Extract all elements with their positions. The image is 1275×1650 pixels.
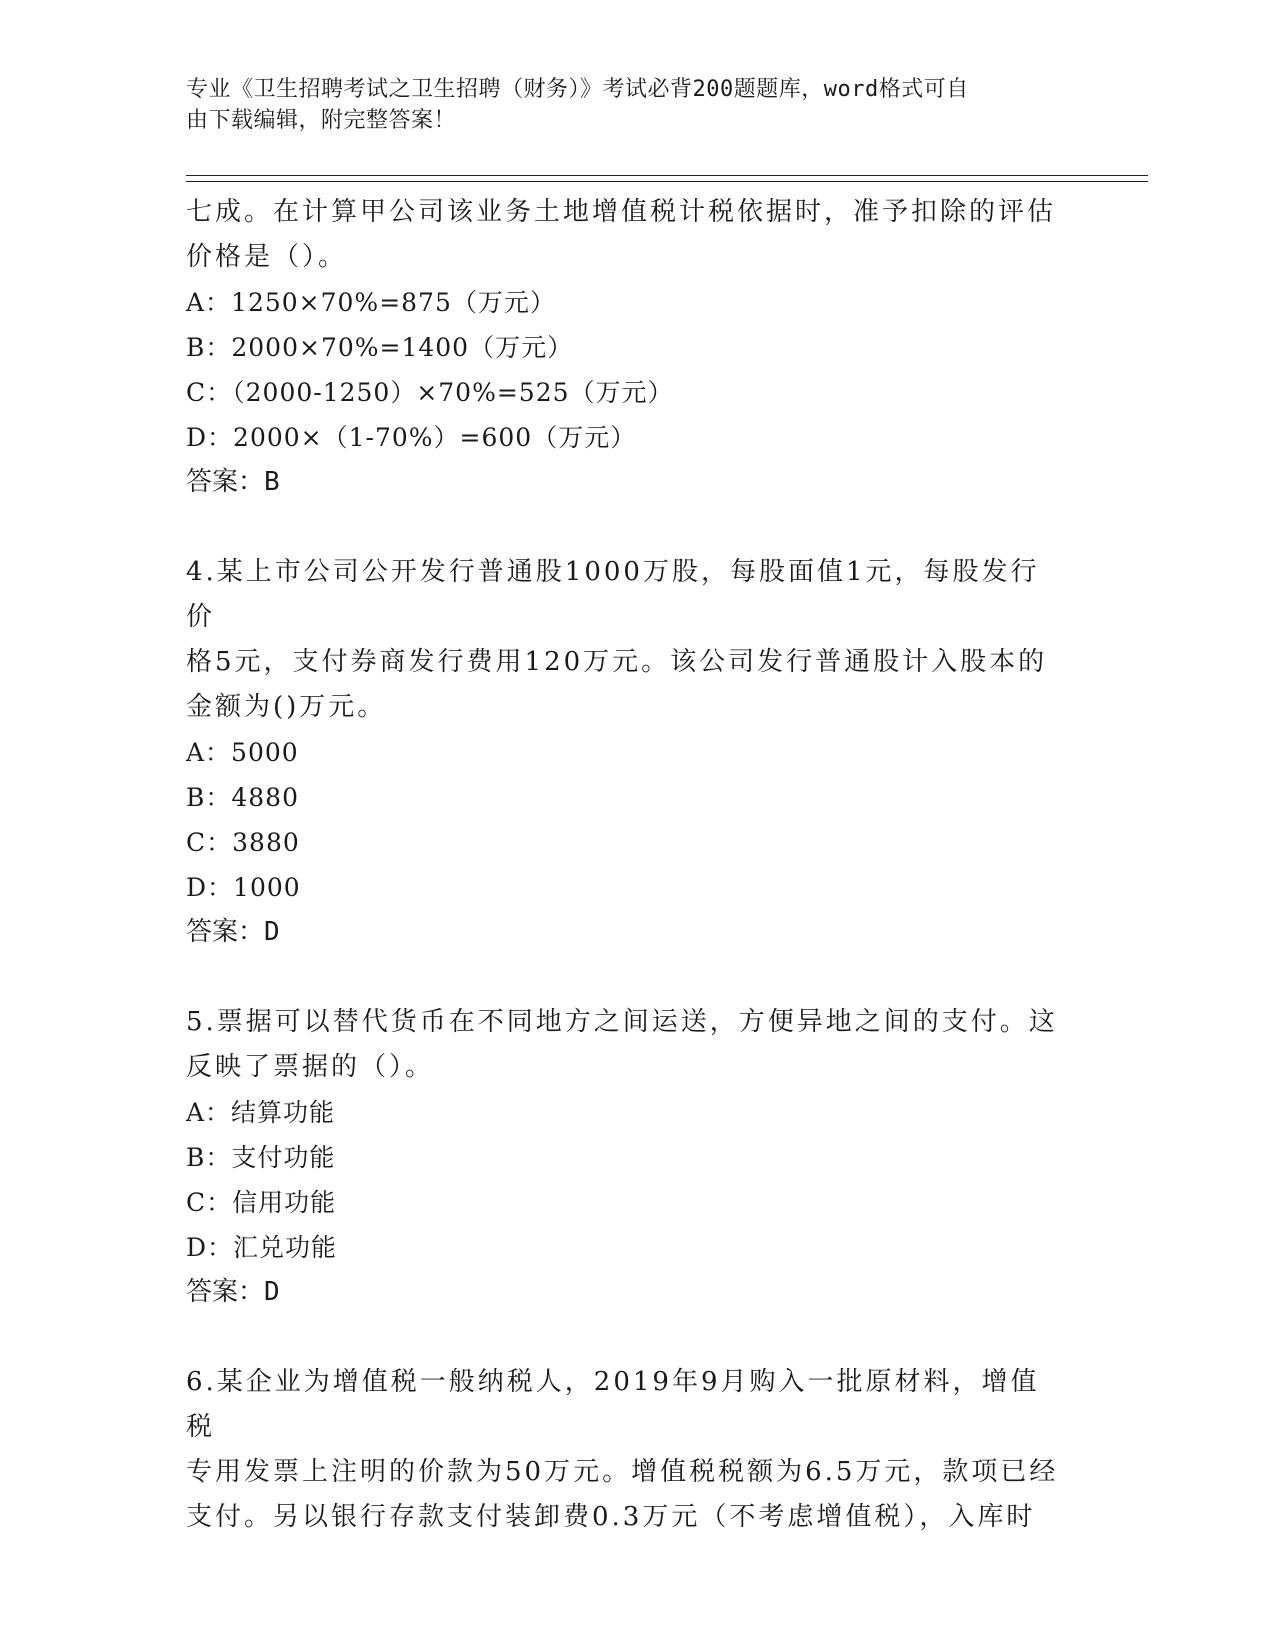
question-text: 支付。另以银行存款支付装卸费0.3万元（不考虑增值税），入库时 xyxy=(186,1502,1036,1532)
header-line-1: 专业《卫生招聘考试之卫生招聘（财务）》考试必背200题题库，word格式可自 xyxy=(186,77,969,102)
question-text: 七成。在计算甲公司该业务土地增值税计税依据时，准予扣除的评估 xyxy=(186,197,1057,227)
spacer xyxy=(186,955,1066,1000)
option-d: D：1000 xyxy=(186,873,301,902)
question-4 xyxy=(186,550,1066,955)
option-b: B：4880 xyxy=(186,783,299,812)
spacer xyxy=(186,1315,1066,1360)
option-b: B：2000×70%=1400（万元） xyxy=(186,333,574,362)
question-text: 专用发票上注明的价款为50万元。增值税税额为6.5万元，款项已经 xyxy=(186,1457,1059,1487)
header-line-2: 由下载编辑，附完整答案！ xyxy=(186,108,457,133)
answer-label: 答案：D xyxy=(186,1277,280,1307)
question-6 xyxy=(186,1360,1066,1540)
question-text: 价格是（）。 xyxy=(186,242,348,272)
header-divider-top xyxy=(186,175,1148,176)
option-a: A：5000 xyxy=(186,738,299,767)
option-b: B：支付功能 xyxy=(186,1143,336,1172)
question-text: 金额为()万元。 xyxy=(186,692,387,722)
question-text: 反映了票据的（）。 xyxy=(186,1052,435,1082)
option-c: C：信用功能 xyxy=(186,1188,337,1217)
question-text: 6.某企业为增值税一般纳税人，2019年9月购入一批原材料，增值税 xyxy=(186,1367,1040,1442)
option-d: D：2000×（1-70%）=600（万元） xyxy=(186,423,637,452)
option-d: D：汇兑功能 xyxy=(186,1233,338,1262)
question-text: 格5元，支付券商发行费用120万元。该公司发行普通股计入股本的 xyxy=(186,647,1048,677)
option-a: A：结算功能 xyxy=(186,1098,336,1127)
option-c: C：3880 xyxy=(186,828,300,857)
question-text: 5.票据可以替代货币在不同地方之间运送，方便异地之间的支付。这 xyxy=(186,1007,1058,1037)
header-divider-bottom xyxy=(186,181,1148,182)
question-list xyxy=(186,190,1066,1540)
answer-label: 答案：B xyxy=(186,467,280,497)
question-5 xyxy=(186,1000,1066,1315)
option-c: C：（2000-1250）×70%=525（万元） xyxy=(186,378,674,407)
question-3 xyxy=(186,190,1066,505)
document-header xyxy=(186,74,1066,136)
option-a: A：1250×70%=875（万元） xyxy=(186,288,556,317)
spacer xyxy=(186,505,1066,550)
question-text: 4.某上市公司公开发行普通股1000万股，每股面值1元，每股发行价 xyxy=(186,557,1040,632)
answer-label: 答案：D xyxy=(186,917,280,947)
